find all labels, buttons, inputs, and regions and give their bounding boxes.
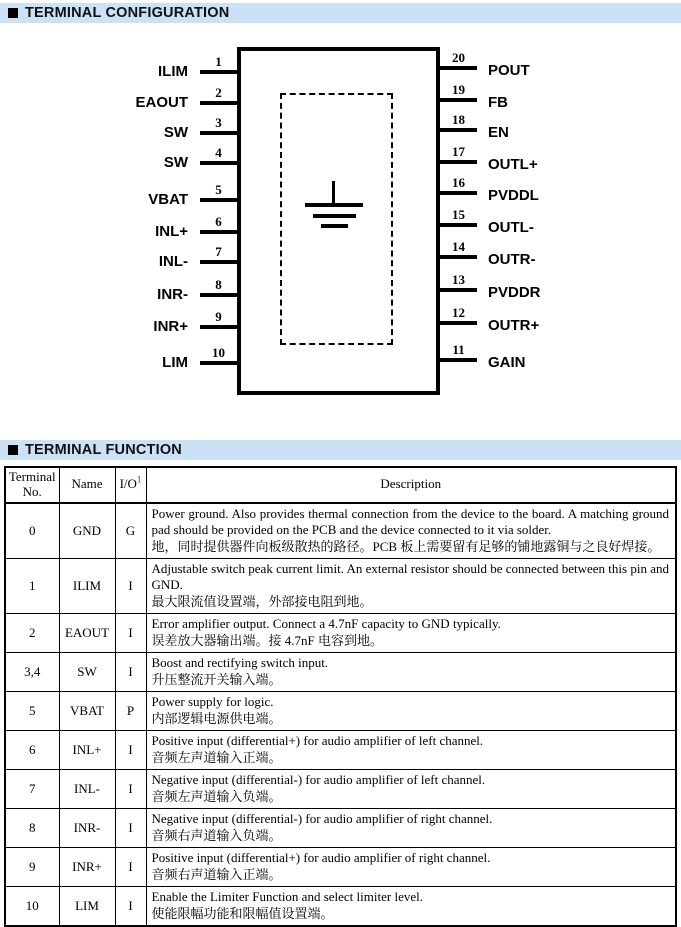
table-row bbox=[5, 847, 676, 886]
pin-stub bbox=[440, 51, 477, 70]
pin-row-3 bbox=[0, 111, 237, 141]
pin-label: PVDDL bbox=[488, 187, 539, 204]
pin-stub bbox=[440, 176, 477, 195]
ground-pad-outline bbox=[280, 93, 393, 345]
table-header-row bbox=[5, 467, 676, 503]
pin-label: EN bbox=[488, 124, 509, 141]
cell-io: I bbox=[115, 558, 146, 613]
section-bullet-icon bbox=[8, 445, 18, 455]
cell-name: INR- bbox=[59, 808, 115, 847]
cell-description bbox=[146, 613, 676, 652]
table-row bbox=[5, 503, 676, 558]
cell-description bbox=[146, 691, 676, 730]
pin-row-6 bbox=[0, 210, 237, 240]
section-title: TERMINAL CONFIGURATION bbox=[25, 5, 230, 21]
cell-io: I bbox=[115, 652, 146, 691]
pin-label: SW bbox=[163, 124, 188, 141]
pin-row-4 bbox=[0, 141, 237, 171]
pin-stub bbox=[200, 310, 237, 329]
table-row bbox=[5, 769, 676, 808]
pin-number: 15 bbox=[452, 207, 465, 222]
cell-terminal-no: 3,4 bbox=[5, 652, 59, 691]
pin-stub bbox=[200, 116, 237, 135]
pin-row-16 bbox=[440, 171, 539, 204]
section-title: TERMINAL FUNCTION bbox=[25, 442, 182, 458]
pin-row-12 bbox=[440, 301, 540, 334]
cell-name: LIM bbox=[59, 887, 115, 927]
description-english: Error amplifier output. Connect a 4.7nF capacity to GND typically. bbox=[151, 615, 501, 631]
pin-label: OUTL+ bbox=[488, 156, 538, 173]
pin-row-18 bbox=[440, 108, 509, 141]
pin-label: FB bbox=[488, 94, 508, 111]
pin-number: 4 bbox=[215, 145, 222, 160]
pin-stub bbox=[440, 306, 477, 325]
header-io: $I/O^1$ bbox=[115, 467, 146, 503]
table-row bbox=[5, 652, 676, 691]
pin-row-8 bbox=[0, 273, 237, 303]
table-row bbox=[5, 558, 676, 613]
pin-label: ILIM bbox=[158, 63, 188, 80]
pin-stub bbox=[440, 208, 477, 227]
cell-terminal-no: 0 bbox=[5, 503, 59, 558]
header-name: Name bbox=[59, 467, 115, 503]
cell-name: VBAT bbox=[59, 691, 115, 730]
cell-name: EAOUT bbox=[59, 613, 115, 652]
cell-terminal-no: 1 bbox=[5, 558, 59, 613]
pin-label: INR- bbox=[157, 286, 188, 303]
pin-row-7 bbox=[0, 240, 237, 270]
cell-name: INR+ bbox=[59, 847, 115, 886]
table-row bbox=[5, 887, 676, 927]
pin-number: 7 bbox=[215, 244, 222, 259]
pin-stub bbox=[440, 83, 477, 102]
table-row bbox=[5, 808, 676, 847]
cell-terminal-no: 8 bbox=[5, 808, 59, 847]
pin-number: 6 bbox=[215, 214, 222, 229]
pin-row-5 bbox=[0, 178, 237, 208]
cell-io: I bbox=[115, 730, 146, 769]
pin-stub bbox=[200, 245, 237, 264]
cell-description bbox=[146, 730, 676, 769]
pin-stub bbox=[200, 346, 237, 365]
pin-label: PVDDR bbox=[488, 284, 541, 301]
pin-row-20 bbox=[440, 46, 530, 79]
description-chinese: 内部逻辑电源供电端。 bbox=[151, 710, 282, 726]
io-footnote-superscript: 1 bbox=[136, 475, 142, 486]
description-chinese: 音频左声道输入正端。 bbox=[151, 749, 282, 765]
section-bullet-icon bbox=[8, 8, 18, 18]
pin-row-13 bbox=[440, 268, 541, 301]
cell-name: INL+ bbox=[59, 730, 115, 769]
table-row bbox=[5, 730, 676, 769]
cell-terminal-no: 6 bbox=[5, 730, 59, 769]
cell-io: P bbox=[115, 691, 146, 730]
cell-description bbox=[146, 887, 676, 927]
pin-number: 12 bbox=[452, 305, 465, 320]
description-chinese: 使能限幅功能和限幅值设置端。 bbox=[151, 905, 334, 921]
pin-stub bbox=[200, 86, 237, 105]
pin-stub bbox=[200, 215, 237, 234]
description-chinese: 音频右声道输入负端。 bbox=[151, 827, 282, 843]
cell-terminal-no: 2 bbox=[5, 613, 59, 652]
pin-number: 16 bbox=[452, 175, 465, 190]
cell-description bbox=[146, 652, 676, 691]
pin-label: SW bbox=[163, 154, 188, 171]
description-english: Positive input (differential+) for audio amplifier of left channel. bbox=[151, 732, 484, 748]
pin-number: 5 bbox=[215, 182, 222, 197]
pin-number: 9 bbox=[215, 309, 222, 324]
pin-label: OUTR+ bbox=[488, 317, 540, 334]
terminal-function-table bbox=[4, 466, 677, 927]
description-chinese: 升压整流开关输入端。 bbox=[151, 671, 282, 687]
pin-label: OUTL- bbox=[488, 219, 534, 236]
pin-row-10 bbox=[0, 341, 237, 371]
pin-stub bbox=[440, 240, 477, 259]
pin-number: 20 bbox=[452, 50, 465, 65]
pin-stub bbox=[440, 145, 477, 164]
pin-label: OUTR- bbox=[488, 251, 536, 268]
cell-terminal-no: 9 bbox=[5, 847, 59, 886]
pin-number: 1 bbox=[215, 54, 222, 69]
header-terminal-no: Terminal No. bbox=[5, 467, 59, 503]
cell-io: G bbox=[115, 503, 146, 558]
table-row bbox=[5, 613, 676, 652]
pin-label: LIM bbox=[162, 354, 188, 371]
description-chinese: 地，同时提供器件向板级散热的路径。PCB 板上需要留有足够的铺地露铜与之良好焊接。 bbox=[151, 538, 661, 554]
pin-stub bbox=[200, 55, 237, 74]
pin-label: INL- bbox=[158, 253, 188, 270]
pin-label: INL+ bbox=[155, 223, 188, 240]
pinout-diagram bbox=[0, 24, 681, 440]
cell-terminal-no: 7 bbox=[5, 769, 59, 808]
pin-row-19 bbox=[440, 78, 508, 111]
cell-name: SW bbox=[59, 652, 115, 691]
description-english: Positive input (differential+) for audio amplifier of right channel. bbox=[151, 849, 491, 865]
cell-io: I bbox=[115, 847, 146, 886]
cell-io: I bbox=[115, 808, 146, 847]
pin-row-1 bbox=[0, 50, 237, 80]
description-chinese: 音频右声道输入正端。 bbox=[151, 866, 282, 882]
pin-label: POUT bbox=[488, 62, 530, 79]
pin-number: 8 bbox=[215, 277, 222, 292]
pin-stub bbox=[440, 343, 477, 362]
cell-name: GND bbox=[59, 503, 115, 558]
pin-label: INR+ bbox=[153, 318, 188, 335]
description-english: Boost and rectifying switch input. bbox=[151, 654, 329, 670]
cell-io: I bbox=[115, 769, 146, 808]
cell-terminal-no: 10 bbox=[5, 887, 59, 927]
description-english: Negative input (differential-) for audio amplifier of right channel. bbox=[151, 810, 493, 826]
section-header-terminal-function bbox=[0, 440, 681, 460]
header-description: Description bbox=[146, 467, 676, 503]
cell-name: ILIM bbox=[59, 558, 115, 613]
cell-description bbox=[146, 503, 676, 558]
pin-stub bbox=[440, 113, 477, 132]
cell-io: I bbox=[115, 613, 146, 652]
pin-number: 10 bbox=[212, 345, 225, 360]
pin-stub bbox=[200, 146, 237, 165]
cell-io: I bbox=[115, 887, 146, 927]
pin-row-11 bbox=[440, 338, 526, 371]
pin-stub bbox=[440, 273, 477, 292]
pin-number: 19 bbox=[452, 82, 465, 97]
table-row bbox=[5, 691, 676, 730]
pin-row-2 bbox=[0, 81, 237, 111]
pin-number: 17 bbox=[452, 144, 465, 159]
description-english: Enable the Limiter Function and select limiter level. bbox=[151, 889, 423, 905]
description-chinese: 最大限流值设置端，外部接电阻到地。 bbox=[151, 593, 373, 609]
pin-row-9 bbox=[0, 305, 237, 335]
description-chinese: 音频左声道输入负端。 bbox=[151, 788, 282, 804]
cell-terminal-no: 5 bbox=[5, 691, 59, 730]
description-english: Negative input (differential-) for audio amplifier of left channel. bbox=[151, 771, 486, 787]
pin-number: 18 bbox=[452, 112, 465, 127]
pin-row-17 bbox=[440, 140, 538, 173]
cell-description bbox=[146, 808, 676, 847]
description-english: Adjustable switch peak current limit. An external resistor should be connected between this pin and GND. bbox=[151, 560, 669, 592]
cell-description bbox=[146, 558, 676, 613]
pin-number: 13 bbox=[452, 272, 465, 287]
section-header-terminal-configuration bbox=[0, 3, 681, 23]
pin-number: 11 bbox=[452, 342, 465, 357]
pin-number: 3 bbox=[215, 115, 222, 130]
pin-stub bbox=[200, 278, 237, 297]
pin-label: GAIN bbox=[488, 354, 526, 371]
description-chinese: 误差放大器输出端。接 4.7nF 电容到地。 bbox=[151, 632, 383, 648]
pin-number: 2 bbox=[215, 85, 222, 100]
pin-row-15 bbox=[440, 203, 534, 236]
cell-name: INL- bbox=[59, 769, 115, 808]
description-english: Power supply for logic. bbox=[151, 693, 274, 709]
pin-row-14 bbox=[440, 235, 536, 268]
description-english: Power ground. Also provides thermal connection from the device to the board. A matching ground pad should be provided on the PCB and the device connected to it via solder. bbox=[151, 505, 669, 537]
pin-number: 14 bbox=[452, 239, 465, 254]
pin-label: EAOUT bbox=[135, 94, 188, 111]
cell-description bbox=[146, 769, 676, 808]
cell-description bbox=[146, 847, 676, 886]
pin-stub bbox=[200, 183, 237, 202]
pin-label: VBAT bbox=[148, 191, 188, 208]
